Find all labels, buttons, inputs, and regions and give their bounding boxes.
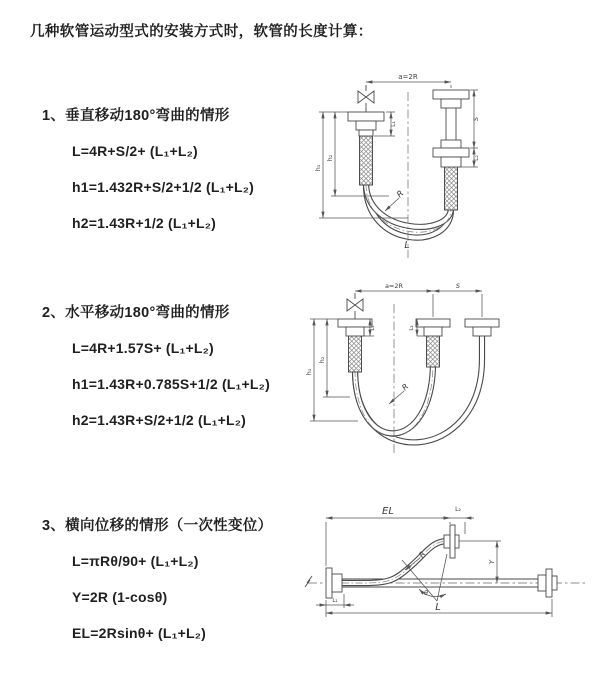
- break-mark: [305, 576, 312, 587]
- dimension-h2: [318, 319, 350, 397]
- dimension-el: [326, 506, 450, 566]
- section-1-heading: 1、垂直移动180°弯曲的情形: [42, 108, 230, 124]
- left-flange: [348, 112, 384, 136]
- dim-label-l1: L₁: [370, 325, 376, 331]
- dim-label-l2: L₂: [473, 155, 480, 161]
- dim-label-a2r: a=2R: [384, 282, 404, 290]
- formula-line: EL=2Rsinθ+ (L₁+L₂): [72, 625, 207, 641]
- dimension-l: [326, 599, 552, 617]
- dim-label-s: S: [472, 116, 480, 122]
- radius-leader: [389, 382, 410, 404]
- dim-label-l2: L₂: [409, 325, 415, 331]
- formula-line: L=4R+1.57S+ (L₁+L₂): [72, 340, 214, 356]
- dim-label-h1: h₁: [305, 368, 313, 376]
- construction-angle: [402, 554, 447, 601]
- dim-label-l-total: L: [404, 240, 410, 251]
- dim-label-y: Y: [488, 559, 496, 565]
- diagram-3-drawing: [298, 498, 598, 660]
- diagram-1-drawing: [303, 66, 588, 264]
- dim-label-h2: h₂: [318, 356, 326, 364]
- flanges: [338, 319, 499, 336]
- left-flange: [326, 568, 342, 598]
- section-lateral-displacement: [42, 514, 272, 651]
- dim-label-l1: L₁: [332, 598, 338, 604]
- dimension-y: [459, 541, 501, 583]
- dimension-s: [433, 282, 482, 317]
- hose-displaced-position: [342, 541, 450, 583]
- dim-label-theta: θ: [424, 589, 428, 597]
- diagram-2-drawing: [300, 276, 595, 461]
- dim-label-r: R: [400, 381, 411, 393]
- formula-line: L=πRθ/90+ (L₁+L₂): [72, 553, 199, 569]
- page-title: 几种软管运动型式的安装方式时，软管的长度计算：: [30, 24, 373, 40]
- hose-u-bend: [366, 183, 451, 238]
- dim-label-l1: L₁: [390, 121, 397, 127]
- section-2-heading: 2、水平移动180°弯曲的情形: [42, 305, 230, 321]
- dim-label-s: S: [455, 282, 461, 290]
- dim-label-h1: h₁: [314, 164, 322, 172]
- formula-line: L=4R+S/2+ (L₁+L₂): [72, 143, 198, 159]
- hose-positions: [355, 336, 482, 442]
- dim-label-r: R: [417, 549, 428, 560]
- formula-line: h2=1.43R+S/2+1/2 (L₁+L₂): [72, 412, 247, 428]
- dimension-s: [470, 90, 480, 148]
- diagram-vertical-180: [303, 66, 588, 269]
- diagram-horizontal-180: [300, 276, 595, 466]
- right-pipe-flanges: [433, 90, 469, 167]
- formula-line: h2=1.43R+1/2 (L₁+L₂): [72, 215, 217, 231]
- section-2-formulas: [72, 330, 270, 438]
- dim-label-l-total: L: [435, 602, 441, 613]
- diagram-lateral-displacement: [298, 498, 598, 665]
- dimension-l1: [316, 594, 354, 608]
- section-vertical-180: [42, 104, 254, 241]
- dimension-l2: [441, 506, 474, 534]
- formula-line: Y=2R (1-cosθ): [72, 589, 168, 605]
- dim-label-r: R: [395, 188, 407, 201]
- dim-label-el: EL: [382, 506, 394, 517]
- dim-label-h2: h₂: [326, 154, 334, 162]
- radius-leader: [385, 189, 406, 211]
- displaced-flange: [444, 525, 459, 558]
- section-3-formulas: [72, 543, 272, 651]
- dim-label-a2r: a=2R: [398, 73, 418, 81]
- dimension-a2r: [366, 73, 451, 90]
- formula-line: h1=1.432R+S/2+1/2 (L₁+L₂): [72, 179, 254, 195]
- section-horizontal-180: [42, 301, 270, 438]
- section-3-heading: 3、横向位移的情形（一次性变位）: [42, 518, 273, 534]
- formula-line: h1=1.43R+0.785S+1/2 (L₁+L₂): [72, 376, 270, 392]
- section-1-formulas: [72, 133, 254, 241]
- valve-icon: [347, 293, 363, 319]
- dim-label-l2: L₂: [455, 506, 461, 513]
